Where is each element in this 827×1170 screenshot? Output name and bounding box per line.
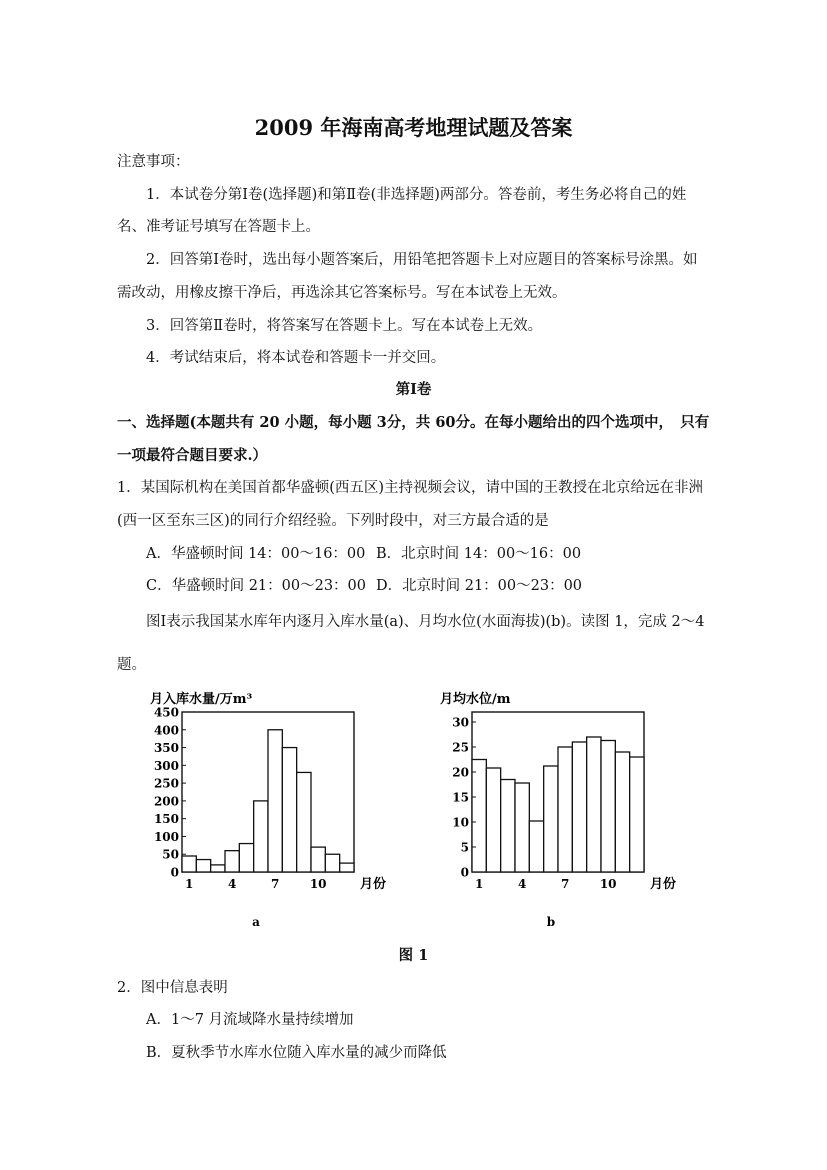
chart-a-ytick-label-400: 400 [153, 723, 179, 738]
part-heading-line-1: 一、选择题(本题共有 20 小题，每小题 3分，共 60分。在每小题给出的四个选项中， 只有 [117, 414, 710, 431]
chart-b-ylabel: 月均水位/m [440, 692, 511, 707]
chart-b-bar-11 [615, 752, 629, 872]
chart-b-bar-5 [529, 821, 543, 872]
chart-b-bar-4 [515, 783, 529, 872]
part-heading-line-2: 一项最符合题目要求.） [117, 447, 268, 464]
chart-a-ytick-label-250: 250 [153, 776, 179, 791]
chart-a-ytick-label-350: 350 [153, 741, 179, 756]
section-title: 第Ⅰ卷 [395, 381, 432, 398]
chart-b-xtick-label-10: 10 [599, 877, 617, 891]
chart-a-bar-11 [325, 854, 339, 872]
chart-a [130, 682, 410, 942]
chart-a-ytick-label-100: 100 [153, 829, 179, 844]
chart-a-bar-8 [282, 748, 296, 872]
chart-a-ylabel: 月入库水量/万m³ [150, 692, 253, 707]
chart-b-xtick-label-7: 7 [560, 877, 570, 891]
notice-heading: 注意事项： [117, 154, 190, 170]
chart-b-bar-9 [587, 737, 601, 872]
chart-a-bar-4 [225, 851, 239, 872]
figure-caption: 图 1 [398, 947, 429, 964]
chart-b-ytick-label-25: 25 [452, 740, 469, 755]
notice-line-2: 名、准考证号填写在答题卡上。 [117, 219, 320, 235]
chart-a-xtick-label-7: 7 [270, 877, 280, 891]
figure-intro-line-2: 题。 [117, 657, 146, 673]
chart-b [420, 682, 700, 942]
chart-a-ytick-label-450: 450 [153, 705, 179, 720]
chart-a-xtick-label-4: 4 [227, 877, 237, 891]
chart-a-bar-3 [211, 865, 225, 872]
q1-stem-line-1: 1．某国际机构在美国首都华盛顿(西五区)主持视频会议，请中国的王教授在北京给远在非洲 [117, 480, 704, 496]
chart-a-xtick-label-1: 1 [184, 877, 194, 891]
chart-a-panel-label: a [252, 915, 260, 929]
notice-line-1: 1．本试卷分第Ⅰ卷(选择题)和第Ⅱ卷(非选择题)两部分。答卷前，考生务必将自己的姓 [146, 187, 687, 203]
chart-a-ytick-label-50: 50 [162, 847, 179, 862]
figure-intro-line-1: 图Ⅰ表示我国某水库年内逐月入库水量(a)、月均水位(水面海拔)(b)。读图 1，完成 2～4 [146, 614, 705, 630]
chart-b-bar-2 [486, 768, 500, 872]
q1-stem-line-2: (西一区至东三区)的同行介绍经验。下列时段中，对三方最合适的是 [117, 513, 549, 529]
chart-a-bar-6 [254, 801, 268, 872]
q1-option-b: B．北京时间 14：00～16：00 [376, 546, 582, 562]
chart-a-bar-9 [297, 772, 311, 872]
chart-a-ytick-label-150: 150 [153, 812, 179, 827]
chart-b-bar-6 [544, 766, 558, 872]
chart-a-bar-7 [268, 730, 282, 872]
chart-b-bar-7 [558, 747, 572, 872]
q2-option-a: A．1～7 月流域降水量持续增加 [146, 1012, 354, 1028]
chart-a-ytick-label-200: 200 [153, 794, 179, 809]
chart-b-xtick-label-1: 1 [474, 877, 484, 891]
chart-b-bar-8 [572, 742, 586, 872]
q2-stem: 2．图中信息表明 [117, 980, 228, 996]
chart-b-xtick-label-4: 4 [517, 877, 527, 891]
chart-b-ytick-label-10: 10 [452, 815, 469, 830]
chart-b-ytick-label-5: 5 [460, 840, 469, 855]
chart-b-bar-1 [472, 760, 486, 873]
q1-option-a: A．华盛顿时间 14：00～16：00 [146, 546, 366, 562]
q1-option-c: C．华盛顿时间 21：00～23：00 [146, 578, 367, 594]
notice-line-4: 需改动，用橡皮擦干净后，再选涂其它答案标号。写在本试卷上无效。 [117, 285, 567, 301]
document-title: 2009 年海南高考地理试题及答案 [254, 115, 573, 140]
chart-b-ytick-label-20: 20 [452, 765, 469, 780]
chart-a-bar-10 [311, 847, 325, 872]
chart-b-ytick-label-0: 0 [460, 865, 469, 880]
chart-b-ytick-label-30: 30 [452, 715, 469, 730]
q1-option-d: D．北京时间 21：00～23：00 [376, 578, 583, 594]
chart-a-xtick-label-10: 10 [309, 877, 327, 891]
chart-b-panel-label: b [546, 915, 556, 929]
chart-a-bar-5 [239, 844, 253, 872]
notice-line-6: 4．考试结束后，将本试卷和答题卡一并交回。 [146, 350, 446, 366]
chart-b-bar-10 [601, 741, 615, 873]
notice-line-3: 2．回答第Ⅰ卷时，选出每小题答案后，用铅笔把答题卡上对应题目的答案标号涂黑。如 [146, 252, 698, 268]
chart-a-ytick-label-0: 0 [170, 865, 179, 880]
chart-b-bar-12 [630, 757, 644, 872]
chart-a-bar-2 [196, 860, 210, 872]
chart-a-bar-1 [182, 856, 196, 872]
q2-option-b: B．夏秋季节水库水位随入库水量的减少而降低 [146, 1045, 447, 1061]
chart-a-xlabel: 月份 [360, 877, 387, 892]
chart-a-ytick-label-300: 300 [153, 758, 179, 773]
chart-b-ytick-label-15: 15 [452, 790, 469, 805]
chart-b-bar-3 [501, 780, 515, 873]
chart-b-xlabel: 月份 [650, 877, 677, 892]
chart-a-bar-12 [340, 863, 354, 872]
notice-line-5: 3．回答第Ⅱ卷时，将答案写在答题卡上。写在本试卷上无效。 [146, 318, 543, 334]
